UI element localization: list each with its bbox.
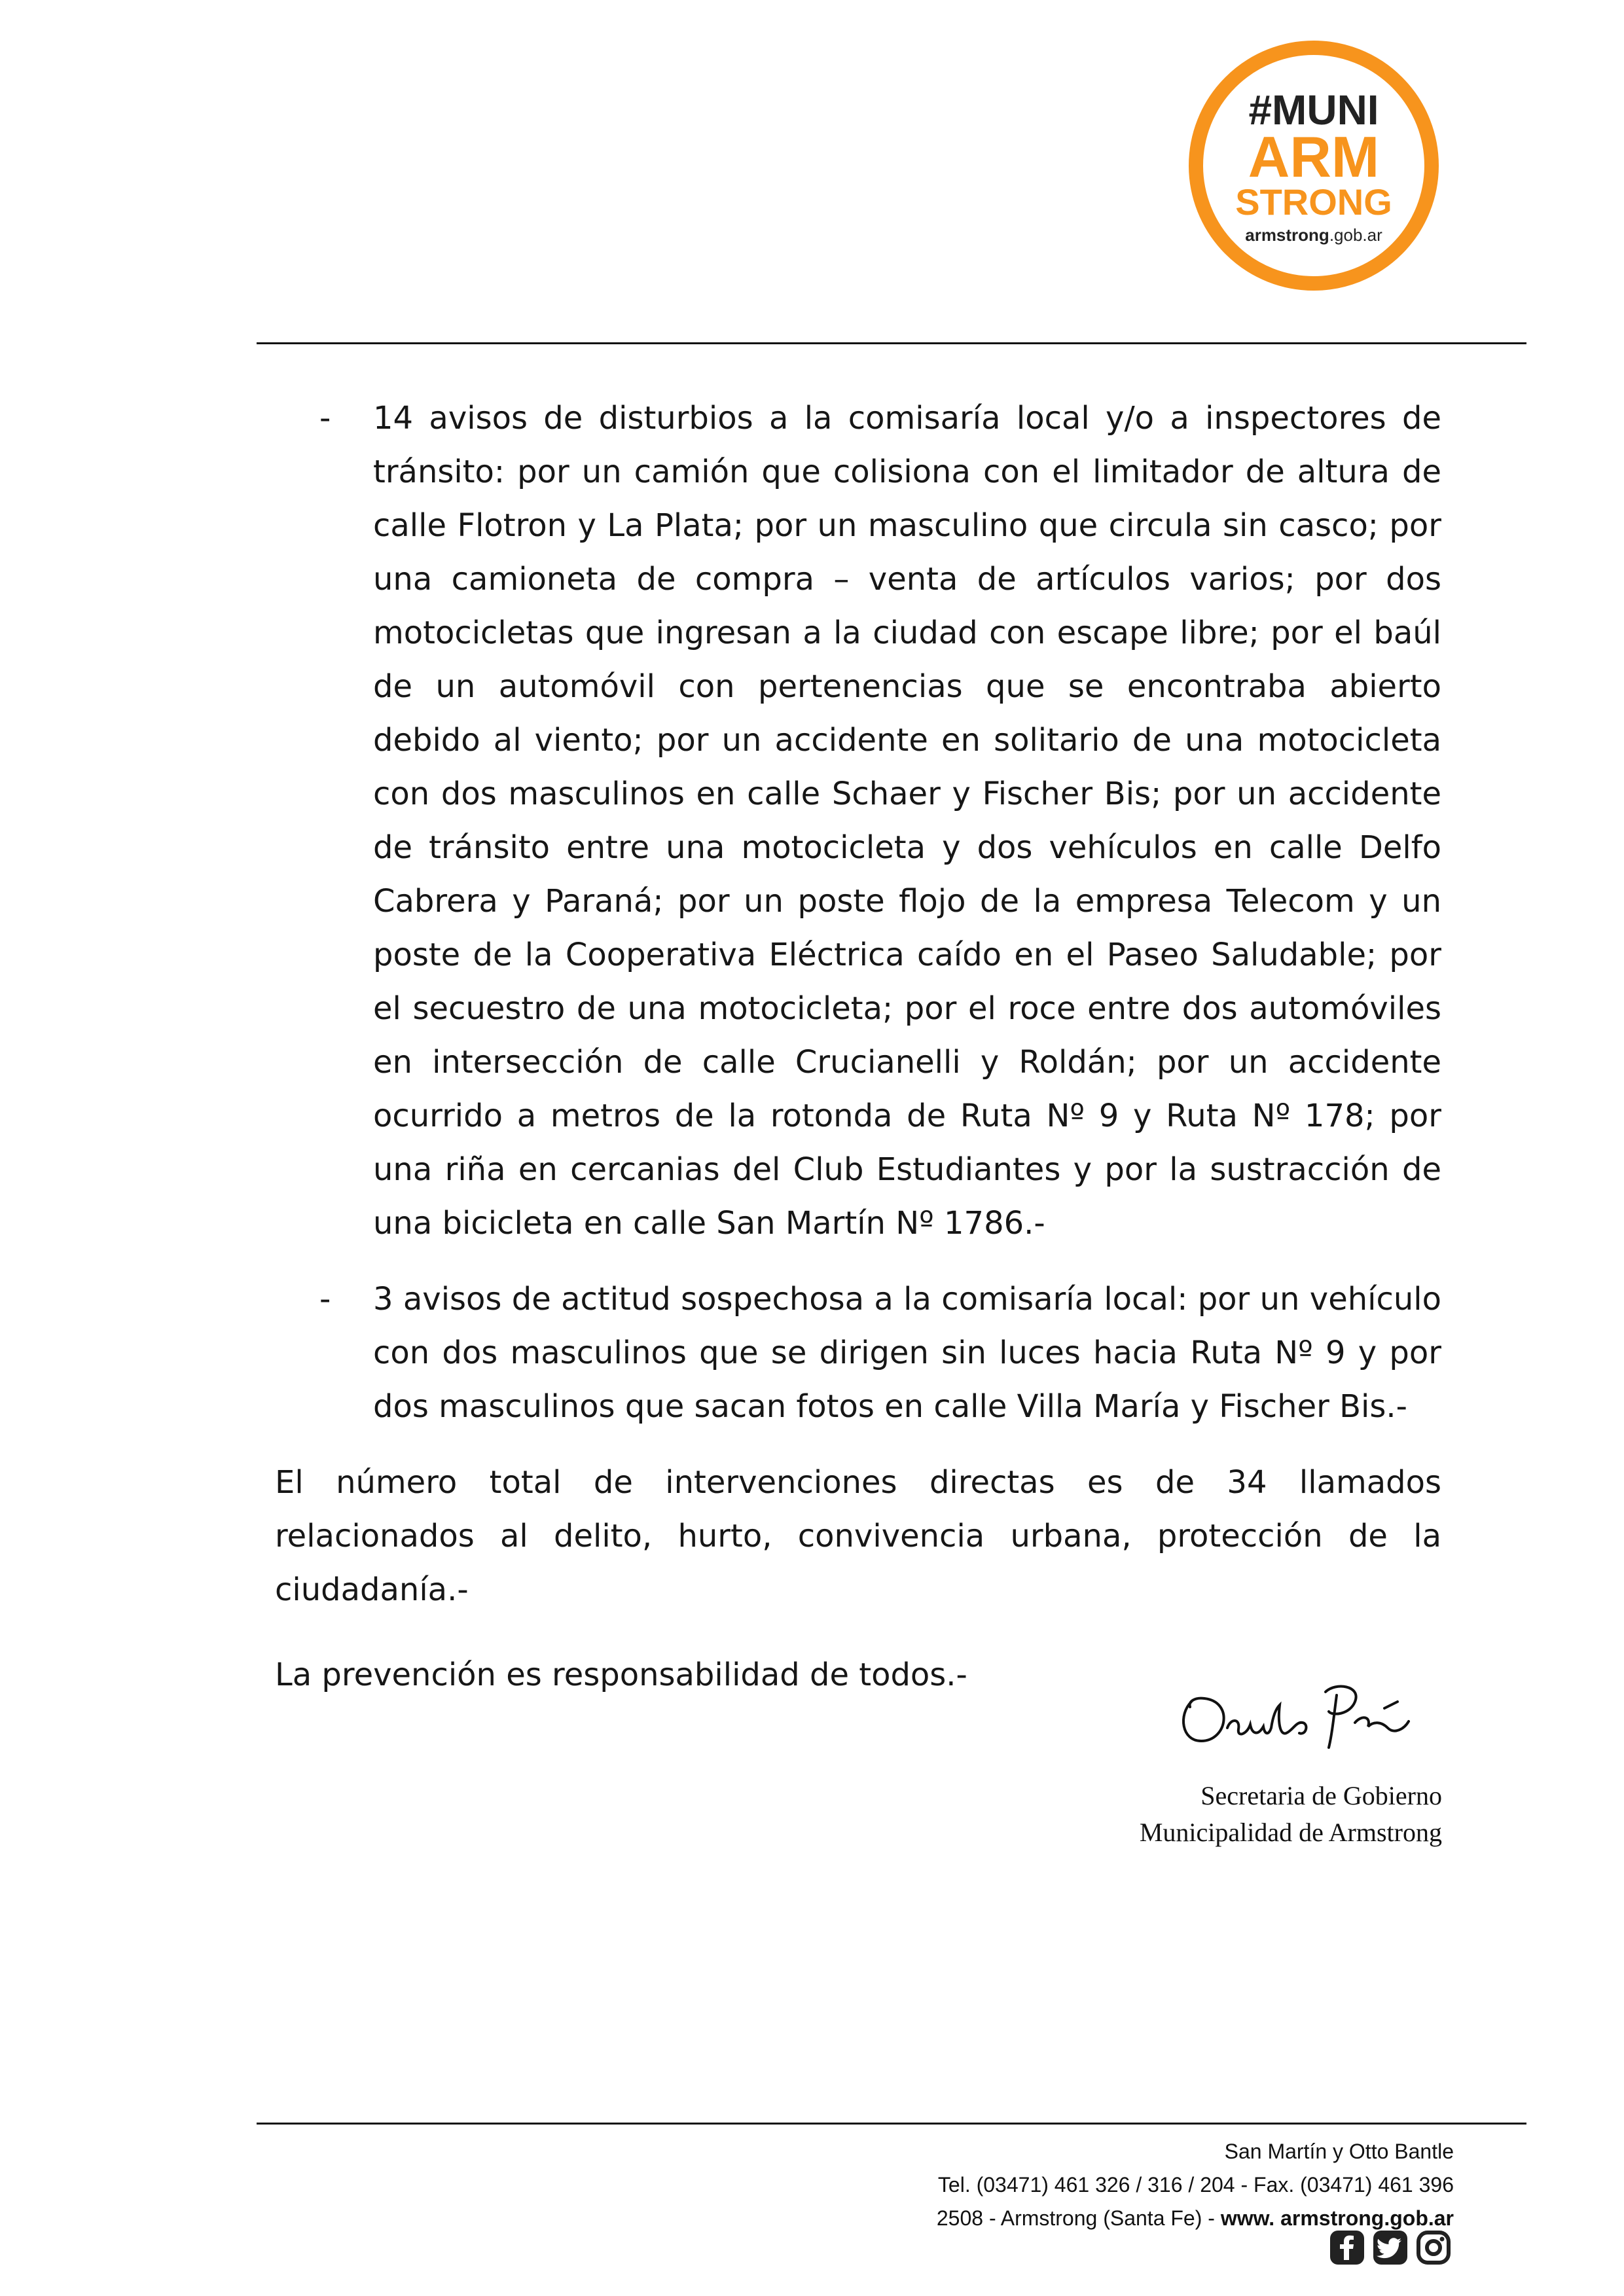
facebook-icon[interactable] bbox=[1328, 2229, 1366, 2267]
header-divider bbox=[257, 342, 1526, 344]
footer-website-link[interactable]: www. armstrong.gob.ar bbox=[1220, 2206, 1454, 2230]
total-interventions-paragraph: El número total de intervenciones directas es de 34 llamados relacionados al delito, hurto, convivencia urbana, protección de la ciudadanía.- bbox=[275, 1464, 1441, 1608]
logo-domain bbox=[1245, 225, 1382, 245]
handwritten-signature bbox=[1165, 1676, 1427, 1761]
bullet-text: 3 avisos de actitud sospechosa a la comisaría local: por un vehículo con dos masculinos que se dirigen sin luces hacia Ruta Nº 9 y por dos masculinos que sacan fotos en calle Villa María y Fischer Bis.- bbox=[373, 1281, 1441, 1425]
logo-domain-bold: armstrong bbox=[1245, 225, 1329, 245]
instagram-icon[interactable] bbox=[1415, 2229, 1453, 2267]
bullet-item-disturbios bbox=[275, 391, 1441, 1250]
footer-phones: Tel. (03471) 461 326 / 316 / 204 - Fax. (03471) 461 396 bbox=[937, 2173, 1454, 2197]
bullet-dash: - bbox=[319, 1281, 331, 1318]
footer-contact bbox=[937, 2135, 1454, 2235]
closing-paragraph: La prevención es responsabilidad de todos.- bbox=[275, 1657, 967, 1693]
logo-line3: STRONG bbox=[1235, 181, 1392, 223]
logo-domain-rest: .gob.ar bbox=[1329, 225, 1382, 245]
signatory-title: Secretaria de Gobierno bbox=[1200, 1781, 1442, 1810]
signature-block bbox=[1140, 1778, 1442, 1851]
logo-line2: ARM bbox=[1248, 124, 1380, 189]
bullet-item-actitud-sospechosa bbox=[275, 1272, 1441, 1433]
social-icons bbox=[1328, 2229, 1453, 2267]
document-body bbox=[275, 391, 1441, 1733]
footer-city: 2508 - Armstrong (Santa Fe) - bbox=[936, 2206, 1221, 2230]
muni-armstrong-logo bbox=[1186, 38, 1441, 293]
footer-address: San Martín y Otto Bantle bbox=[1224, 2140, 1454, 2163]
signatory-institution: Municipalidad de Armstrong bbox=[1139, 1818, 1442, 1847]
bullet-text: 14 avisos de disturbios a la comisaría local y/o a inspectores de tránsito: por un camión que colisiona con el limitador de altura de calle Flotron y La Plata; por un masculino que circula sin casco; por una camioneta de compra – venta de artículos varios; por dos motocicletas que ingresan a la ciudad con escape libre; por el baúl de un automóvil con pertenencias que se encontraba abierto debido al viento; por un accidente en solitario de una motocicleta con dos masculinos en calle Schaer y Fischer Bis; por un accidente de tránsito entre una motocicleta y dos vehículos en calle Delfo Cabrera y Paraná; por un poste flojo de la empresa Telecom y un poste de la Cooperativa Eléctrica caído en el Paseo Saludable; por el secuestro de una motocicleta; por el roce entre dos automóviles en intersección de calle Crucianelli y Roldán; por un accidente ocurrido a metros de la rotonda de Ruta Nº 9 y Ruta Nº 178; por una riña en cercanias del Club Estudiantes y por la sustracción de una bicicleta en calle San Martín Nº 1786.- bbox=[373, 400, 1441, 1242]
bullet-dash: - bbox=[319, 400, 331, 437]
twitter-icon[interactable] bbox=[1371, 2229, 1409, 2267]
logo-line1: #MUNI bbox=[1248, 86, 1379, 134]
footer-divider bbox=[257, 2123, 1526, 2125]
